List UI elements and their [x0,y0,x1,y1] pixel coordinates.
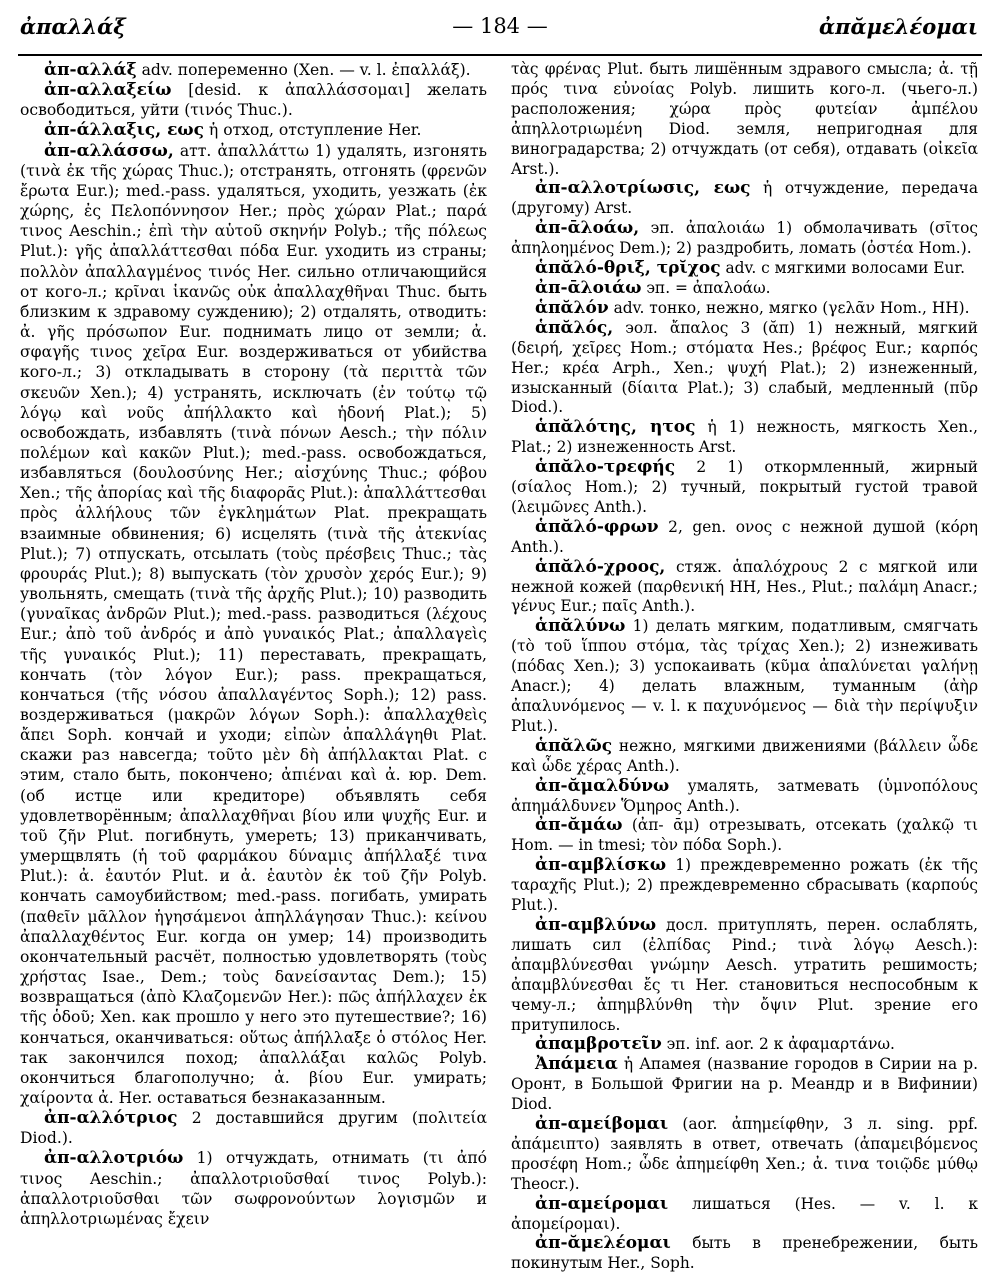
right-column [511,60,978,1274]
entry-definition: 2, gen. ονος с нежной душой (κόρη Anth.). [511,517,978,556]
entry-headword: ἁπᾰλό-φρων [535,516,659,537]
entry-headword: ἁπᾰλύνω [535,616,626,637]
entry-definition: (ἀπ- ᾱμ) отрезывать, отсекать (χαλκῷ τι Hom. — in tmesi; τὸν πόδα Soph.). [511,816,978,855]
dictionary-entry [511,60,978,179]
dictionary-entry [511,179,978,219]
entry-headword: ἁπᾰλό-χροος, [535,556,666,577]
left-column [20,60,487,1229]
entry-definition: (aor. ἀπημείφθην, 3 л. sing. ppf. ἀπάμειπτο) заявлять в ответ, отвечать (ἀπαμειβόμενος προσέφη Hom.; ὧδε ἀπημείφθη Xen.; ἀ. τινα τοιῷδε μύθῳ Theocr.). [511,1115,978,1193]
entry-definition: 2 1) откормленный, жирный (σίαλος Hom.); 2) тучный, покрытый густой травой (λειμῶνες Anth.). [511,458,978,516]
entry-headword: ἀπ-αλλότριος [44,1108,178,1129]
entry-definition: эп. ἀπαλοιάω 1) обмолачивать (σῖτος ἀπηλοημένος Dem.); 2) раздробить, ломать (ὀστέα Hom.). [511,219,978,258]
dictionary-entry [511,617,978,736]
entry-definition: ἡ отчуждение, передача (другому) Arst. [511,179,979,218]
dictionary-entry [511,1115,978,1195]
dictionary-entry [20,1108,487,1148]
entry-headword: ἁπᾰλο-τρεφής [535,457,676,478]
dictionary-entry [511,777,978,817]
entry-definition: τὰς φρένας Plut. быть лишённым здравого смысла; ἀ. τῇ πρός τινα εὐνοίας Polyb. лишить кого-л. (чьего-л.) расположения; χώρα πρὸς φυτείαν ἀμπέλου ἀπηλλοτριωμένη Diod. земля, непригодная для виноградарства; 2) отчуждать (от себя), отдавать (οἰκεῖα Arst.). [511,60,978,178]
page-number: — 184 — [452,14,548,38]
entry-definition: атт. ἀπαλλάττω 1) удалять, изгонять (τινὰ ἐκ τῆς χώρας Thuc.); отстранять, отгонять (φρενῶν ἔρωτα Eur.); med.-pass. удаляться, уходить, уезжать (ἐκ χώρης, ἐς Πελοπόννησον Her.; πρὸς χώραν Plat.; παρά τινος Aeschin.; ἐπὶ τὴν αὑτοῦ σκηνήν Polyb.; τῆς πόλεως Plut.): γῆς ἀπαλλάττεσθαι πόδα Eur. уходить из страны; πολλὸν ἀπαλλαγμένος τινός Her. сильно отличающийся от кого-л.; κρῖναι ἱκανῶς οὐκ ἀπαλλαχθῆναι Thuc. быть близким к здравому суждению); 2) отдалять, отводить: ἀ. γῆς πρόσωπον Eur. поднимать лицо от земли; ἀ. σφαγῆς τινος χεῖρα Eur. воздерживаться от убийства кого-л.; 3) откладывать в сторону (τὰ περιττὰ τῶν σκευῶν Xen.); 4) устранять, исключать (ἐν τούτῳ τῷ λόγῳ καὶ νοῦς ἀπήλλακτο καὶ ἡδονή Plat.); 5) освобождать, избавлять (τινὰ πόνων Aesch.; τὴν πόλιν πολέμων καὶ κακῶν Plut.); med.-pass. освобождаться, избавляться (δουλοσύνης Her.; αἰσχύνης Thuc.; φόβου Xen.; τῆς ἀπορίας καὶ τῆς διαφορᾶς Plut.): ἀπαλλάττεσθαι πρὸς ἀλλήλους τῶν ἐγκλημάτων Plat. прекращать взаимные обвинения; 6) исцелять (τινὰ τῆς ἀτεκνίας Plut.); 7) отпускать, отсылать (τοὺς πρέσβεις Thuc.; τὰς φρουράς Plut.); 8) выпускать (τὸν χρυσὸν χερός Eur.); 9) увольнять, смещать (τινὰ τῆς ἀρχῆς Plut.); 10) разводить (γυναῖκας ἀνδρῶν Plut.); med.-pass. разводиться (λέχους Eur.; ἀπὸ τοῦ ἀνδρός и ἀπὸ γυναικός Plat.; ἀπαλλαγεὶς τῆς γυναικός Plut.); 11) переставать, прекращать, кончать (τὸν λόγον Eur.); pass. прекращаться, кончаться (τῆς νόσου ἀπαλλαγέντος Soph.); 12) pass. воздерживаться (μακρῶν λόγων Soph.): ἀπαλλαχθεὶς ἄπει Soph. кончай и уходи; εἰπὼν ἀπαλλάγηθι Plat. скажи раз навсегда; τοῦτο μὲν δὴ ἀπήλλακται Plat. с этим, стало быть, покончено; ἀπιέναι καὶ ἀ. юр. Dem. (об истце или кредиторе) объявлять себя удовлетворённым; ἀπαλλαχθῆναι βίου или ψυχῆς Eur. и τοῦ ζῆν Plut. погибнуть, умереть; 13) приканчивать, умерщвлять (ἡ τοῦ φαρμάκου δύναμις ἀπήλλαξέ τινα Plut.): ἀ. ἑαυτόν Plut. и ἀ. ἑαυτὸν ἐκ τοῦ ζῆν Polyb. кончать самоубийством; med.-pass. погибать, умирать (παθεῖν μᾶλλον ἡγησάμενοι ἀπηλλάγησαν Thuc.): κείνου ἀπαλλαχθέντος Eur. когда он умер; 14) производить окончательный расчёт, полностью удовлетворять (τοὺς χρήστας Isae., Dem.; τοὺς δανείσαντας Dem.); 15) возвращаться (ἀπὸ Κλαζομενῶν Her.): πῶς ἀπήλλαχεν ἐκ τῆς ὁδοῦ; Xen. как прошло у него это путешествие?; 16) кончаться, оканчиваться: οὕτως ἀπήλλαξε ὁ στόλος Her. так закончился поход; ἀπαλλάξαι καλῶς Polyb. окончиться благополучно; ἀ. βίου Eur. умирать; χαίροντα ἀ. Her. оставаться безнаказанным. [20,141,487,1107]
entry-headword: ἀπ-αλλάσσω, [44,140,174,161]
dictionary-entry [511,1195,978,1235]
entry-definition: 2 доставшийся другим (πολιτεία Diod.). [20,1109,487,1148]
entry-definition: 1) делать мягким, податливым, смягчать (τὸ τοῦ ἵππου στόμα, τὰς τρίχας Xen.); 2) изнеживать (πόδας Xen.); 3) успокаивать (κῦμα ἀπαλύνεται γαλήνῃ Anacr.); 4) делать влажным, туманным (ἀὴρ ἀπαλυνόμενος — v. l. к παχυνόμενος — διὰ τὴν περίψυξιν Plut.). [511,617,978,735]
dictionary-entry [511,279,978,299]
entry-headword: ἁπᾰλόν [535,297,609,318]
entry-headword: ἁπᾰλός, [535,317,614,338]
dictionary-entry [511,458,978,518]
dictionary-entry [511,558,978,618]
entry-headword: ἀπ-ᾱλοιάω [535,277,642,298]
entry-headword: ἀπ-αλλοτρίωσις, εως [535,178,751,199]
entry-definition: эп. = ἀπαλοάω. [641,278,771,297]
entry-definition: 1) отчуждать, отнимать (τι ἀπό τινος Aeschin.; ἀπαλλοτριοῦσθαί τινος Polyb.): ἀπαλλοτριοῦσθαι τῶν σωφρονούντων λογισμῶν и ἀπηλλοτριωμένας ἔχειν [20,1149,487,1228]
dictionary-entry [511,1234,978,1274]
entry-definition: быть в пренебрежении, быть покинутым Her., Soph. [511,1234,978,1273]
dictionary-entry [20,141,487,1109]
entry-definition: стяж. ἁπαλόχρους 2 с мягкой или нежной кожей (παρθενική HH, Hes., Plut.; παλάμη Anacr.; γένυς Eur.; παῖς Anth.). [511,557,978,616]
dictionary-entry [511,219,978,259]
entry-definition: 1) преждевременно рожать (ἐκ τῆς ταραχῆς Plut.); 2) преждевременно сбрасывать (καρπούς Plut.). [511,856,978,915]
dictionary-entry [511,737,978,777]
dictionary-entry [511,856,978,916]
entry-definition: ἡ отход, отступление Her. [203,121,422,140]
dictionary-entry [20,1148,487,1229]
entry-headword: ἀπ-άλλαξις, εως [44,120,204,141]
entry-headword: ἀπ-ᾰμαλδύνω [535,775,670,796]
entry-headword: ἀπ-αμείρομαι [535,1193,669,1214]
entry-definition: adv. попеременно (Xen. — v. l. ἐπαλλάξ). [136,61,471,79]
entry-headword: ἁπᾰλό-θριξ, τρῐχος [535,258,721,279]
dictionary-entry [511,418,978,458]
dictionary-entry [20,80,487,120]
entry-headword: ἀπ-ᾱλοάω, [535,218,640,239]
entry-headword: ἀπ-αλλαξείω [44,80,172,101]
header-right-guideword: ἀπᾰμελέομαι [818,14,978,39]
entry-definition: ἡ Апамея (название городов в Сирии на р. Оронт, в Большой Фригии на р. Меандр и в Вифинии) Diod. [511,1055,978,1114]
page-header [0,8,1000,48]
entry-definition: нежно, мягкими движениями (βάλλειν ὧδε καὶ ὧδε χέρας Anth.). [511,736,978,775]
dictionary-entry [511,916,978,1035]
dictionary-entry [511,816,978,856]
entry-headword: ἀπαμβροτεῖν [535,1034,662,1055]
dictionary-entry [511,259,978,279]
entry-definition: лишаться (Hes. — v. l. к ἀπομείρομαι). [511,1194,978,1233]
entry-definition: эп. inf. aor. 2 к ἀφαμαρτάνω. [661,1035,895,1054]
dictionary-entry [511,1035,978,1055]
dictionary-entry [20,120,487,140]
entry-headword: ἁπᾰλῶς [535,735,613,756]
entry-definition: adv. с мягкими волосами Eur. [720,259,965,278]
entry-headword: ἀπ-ᾰμελέομαι [535,1233,671,1254]
entry-headword: ἀπ-αμβλίσκω [535,855,667,876]
dictionary-entry [20,60,487,80]
entry-headword: ἀπ-ᾰμάω [535,815,623,836]
dictionary-entry [511,319,978,419]
entry-definition: умалять, затмевать (ὑμνοπόλους ἀπημάλδυνεν Ὅμηρος Anth.). [511,776,978,815]
entry-definition: досл. притуплять, перен. ослаблять, лишать сил (ἐλπίδας Pind.; τινὰ λόγῳ Aesch.): ἀπαμβλύνεσθαι γνώμην Aesch. утратить решимость; ἀπαμβλύνεσθαι ἔς τι Her. становиться неспособным к чему-л.; ἀπημβλύνθη τὴν ὄψιν Plut. зрение его притупилось. [511,915,978,1034]
entry-headword: ἀπ-αλλοτριόω [44,1148,184,1169]
entry-definition: эол. ἄπαλος 3 (ᾰπ) 1) нежный, мягкий (δειρή, χεῖρες Hom.; στόματα Hes.; βρέφος Eur.; καρπός Her.; κρέα Arph., Xen.; ψυχή Plat.); 2) изнеженный, изысканный (δίαιτα Plat.); 3) слабый, медленный (πῦρ Diod.). [511,318,978,417]
dictionary-entry [511,299,978,319]
entry-definition: [desid. к ἀπαλλάσσομαι] желать освободиться, уйти (τινός Thuc.). [20,81,487,120]
dictionary-entry [511,1055,978,1115]
entry-headword: ἀπ-αλλάξ [44,60,137,80]
header-rule [18,54,982,56]
entry-headword: ἀπ-αμβλύνω [535,914,657,935]
entry-definition: adv. тонко, нежно, мягко (γελᾶν Hom., HH). [608,298,970,317]
entry-definition: ἡ 1) нежность, мягкость Xen., Plat.; 2) изнеженность Arst. [511,418,978,457]
header-left-guideword: ἀπαλλάξ [20,14,126,39]
dictionary-entry [511,518,978,558]
entry-headword: ἁπᾰλότης, ητος [535,417,696,438]
entry-headword: ἀπ-αμείβομαι [535,1114,669,1135]
entry-headword: Ἀπάμεια [535,1054,618,1075]
